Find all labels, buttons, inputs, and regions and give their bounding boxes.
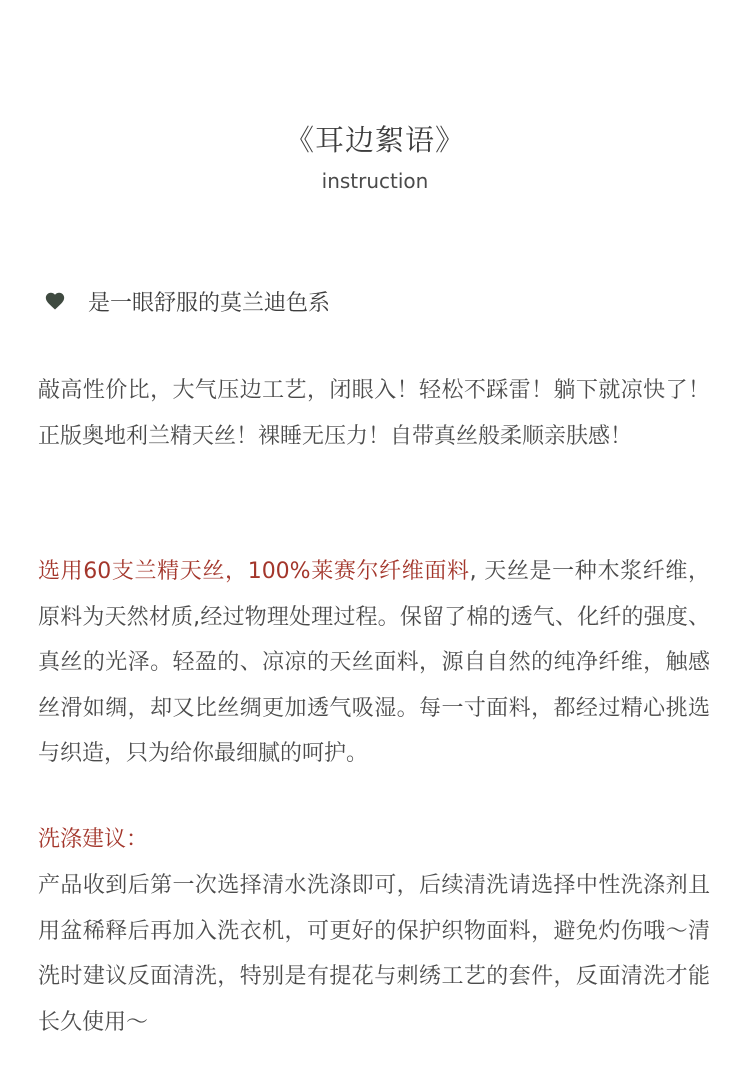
intro-paragraph: 敲高性价比，大气压边工艺，闭眼入！轻松不踩雷！躺下就凉快了！正版奥地利兰精天丝！裸睡无压力！自带真丝般柔顺亲肤感！ bbox=[38, 378, 710, 449]
washing-heading: 洗涤建议： bbox=[38, 827, 149, 852]
page-subtitle: instruction bbox=[321, 169, 429, 193]
material-highlight: 选用60支兰精天丝，100%莱赛尔纤维面料 bbox=[38, 559, 470, 584]
tagline bbox=[44, 284, 330, 318]
material-paragraph bbox=[38, 549, 710, 777]
heart-icon bbox=[44, 290, 66, 312]
material-text: , 天丝是一种木浆纤维，原料为天然材质,经过物理处理过程。保留了棉的透气、化纤的强度、真丝的光泽。轻盈的、凉凉的天丝面料，源自自然的纯净纤维，触感丝滑如绸，却又比丝绸更加透气吸湿。每一寸面料，都经过精心挑选与织造，只为给你最细腻的呵护。 bbox=[38, 559, 710, 766]
tagline-text: 是一眼舒服的莫兰迪色系 bbox=[88, 290, 331, 316]
page-title: 《耳边絮语》 bbox=[284, 123, 465, 157]
title-block bbox=[0, 118, 750, 196]
washing-paragraph: 产品收到后第一次选择清水洗涤即可，后续清洗请选择中性洗涤剂且用盆稀释后再加入洗衣机，可更好的保护织物面料，避免灼伤哦～清洗时建议反面清洗，特别是有提花与刺绣工艺的套件，反面清洗才能长久使用～ bbox=[38, 873, 710, 1035]
